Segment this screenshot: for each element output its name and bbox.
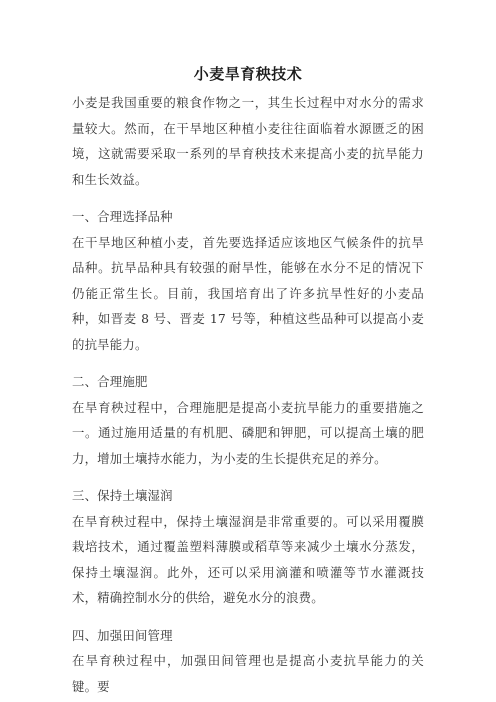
- section-body: 在干旱地区种植小麦，首先要选择适应该地区气候条件的抗旱品种。抗旱品种具有较强的耐旱性，能够在水分不足的情况下仍能正常生长。目前，我国培育出了许多抗旱性好的小麦品种，如晋麦 8 号、晋麦 17 号等，种植这些品种可以提高小麦的抗旱能力。: [72, 234, 424, 352]
- section-fertilizer: [72, 369, 424, 471]
- section-body: 在旱育秧过程中，合理施肥是提高小麦抗旱能力的重要措施之一。通过施用适量的有机肥、磷肥和钾肥，可以提高土壤的肥力，增加土壤持水能力，为小麦的生长提供充足的养分。: [72, 399, 424, 466]
- document-title: 小麦旱育秧技术: [193, 65, 303, 83]
- section-field-management: [72, 623, 424, 700]
- section-heading: 三、保持土壤湿润: [72, 488, 173, 503]
- section-heading: 四、加强田间管理: [72, 627, 173, 643]
- section-heading: 一、合理选择品种: [72, 209, 173, 224]
- intro-paragraph: 小麦是我国重要的粮食作物之一，其生长过程中对水分的需求量较大。然而，在干旱地区种植小麦往往面临着水源匮乏的困境，这就需要采取一系列的旱育秧技术来提高小麦的抗旱能力和生长效益。: [72, 95, 424, 187]
- section-heading: 二、合理施肥: [72, 374, 148, 389]
- section-soil-moisture: [72, 483, 424, 611]
- section-variety: [72, 204, 424, 357]
- section-body: 在旱育秧过程中，保持土壤湿润是非常重要的。可以采用覆膜栽培技术，通过覆盖塑料薄膜或稻草等来减少土壤水分蒸发，保持土壤湿润。此外，还可以采用滴灌和喷灌等节水灌溉技术，精确控制水分的供给，避免水分的浪费。: [72, 513, 424, 605]
- section-body: 在旱育秧过程中，加强田间管理也是提高小麦抗旱能力的关键。要: [72, 653, 424, 694]
